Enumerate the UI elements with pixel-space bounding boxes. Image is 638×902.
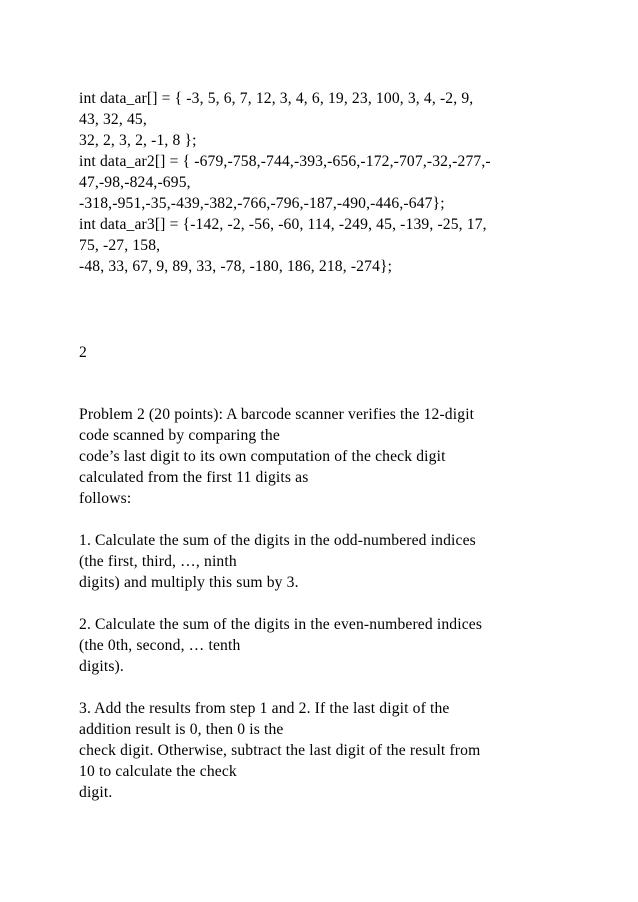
problem-intro — [79, 404, 608, 509]
step-line: (the first, third, …, ninth — [79, 553, 237, 570]
problem-step-2 — [79, 614, 608, 677]
code-line: 32, 2, 3, 2, -1, 8 }; — [79, 132, 197, 149]
paragraph-gap — [79, 593, 608, 614]
code-line: -318,-951,-35,-439,-382,-766,-796,-187,-490,-446,-647}; — [79, 195, 445, 212]
page-number: 2 — [79, 344, 87, 361]
step-line: check digit. Otherwise, subtract the last digit of the result from — [79, 742, 481, 759]
problem-step-3 — [79, 698, 608, 803]
problem-statement — [79, 404, 608, 803]
page-number-block — [79, 342, 608, 363]
problem-line: code’s last digit to its own computation of the check digit — [79, 448, 446, 465]
step-line: 1. Calculate the sum of the digits in the odd-numbered indices — [79, 532, 476, 549]
code-line: int data_ar2[] = { -679,-758,-744,-393,-656,-172,-707,-32,-277,- — [79, 153, 491, 170]
paragraph-gap — [79, 677, 608, 698]
code-line: int data_ar3[] = {-142, -2, -56, -60, 114, -249, 45, -139, -25, 17, — [79, 216, 487, 233]
problem-line: code scanned by comparing the — [79, 427, 280, 444]
step-line: addition result is 0, then 0 is the — [79, 721, 284, 738]
code-line: 47,-98,-824,-695, — [79, 174, 191, 191]
step-line: 3. Add the results from step 1 and 2. If the last digit of the — [79, 700, 450, 717]
step-line: 2. Calculate the sum of the digits in the even-numbered indices — [79, 616, 483, 633]
code-line: -48, 33, 67, 9, 89, 33, -78, -180, 186, 218, -274}; — [79, 258, 393, 275]
step-line: 10 to calculate the check — [79, 763, 237, 780]
code-block — [79, 88, 608, 277]
step-line: digit. — [79, 784, 113, 801]
problem-line: calculated from the first 11 digits as — [79, 469, 309, 486]
step-line: digits). — [79, 658, 124, 675]
code-line: 75, -27, 158, — [79, 237, 161, 254]
step-line: (the 0th, second, … tenth — [79, 637, 241, 654]
step-line: digits) and multiply this sum by 3. — [79, 574, 299, 591]
code-line: 43, 32, 45, — [79, 111, 147, 128]
code-line: int data_ar[] = { -3, 5, 6, 7, 12, 3, 4, 6, 19, 23, 100, 3, 4, -2, 9, — [79, 90, 474, 107]
problem-step-1 — [79, 530, 608, 593]
paragraph-gap — [79, 509, 608, 530]
problem-line: Problem 2 (20 points): A barcode scanner verifies the 12-digit — [79, 406, 475, 423]
problem-line: follows: — [79, 490, 132, 507]
